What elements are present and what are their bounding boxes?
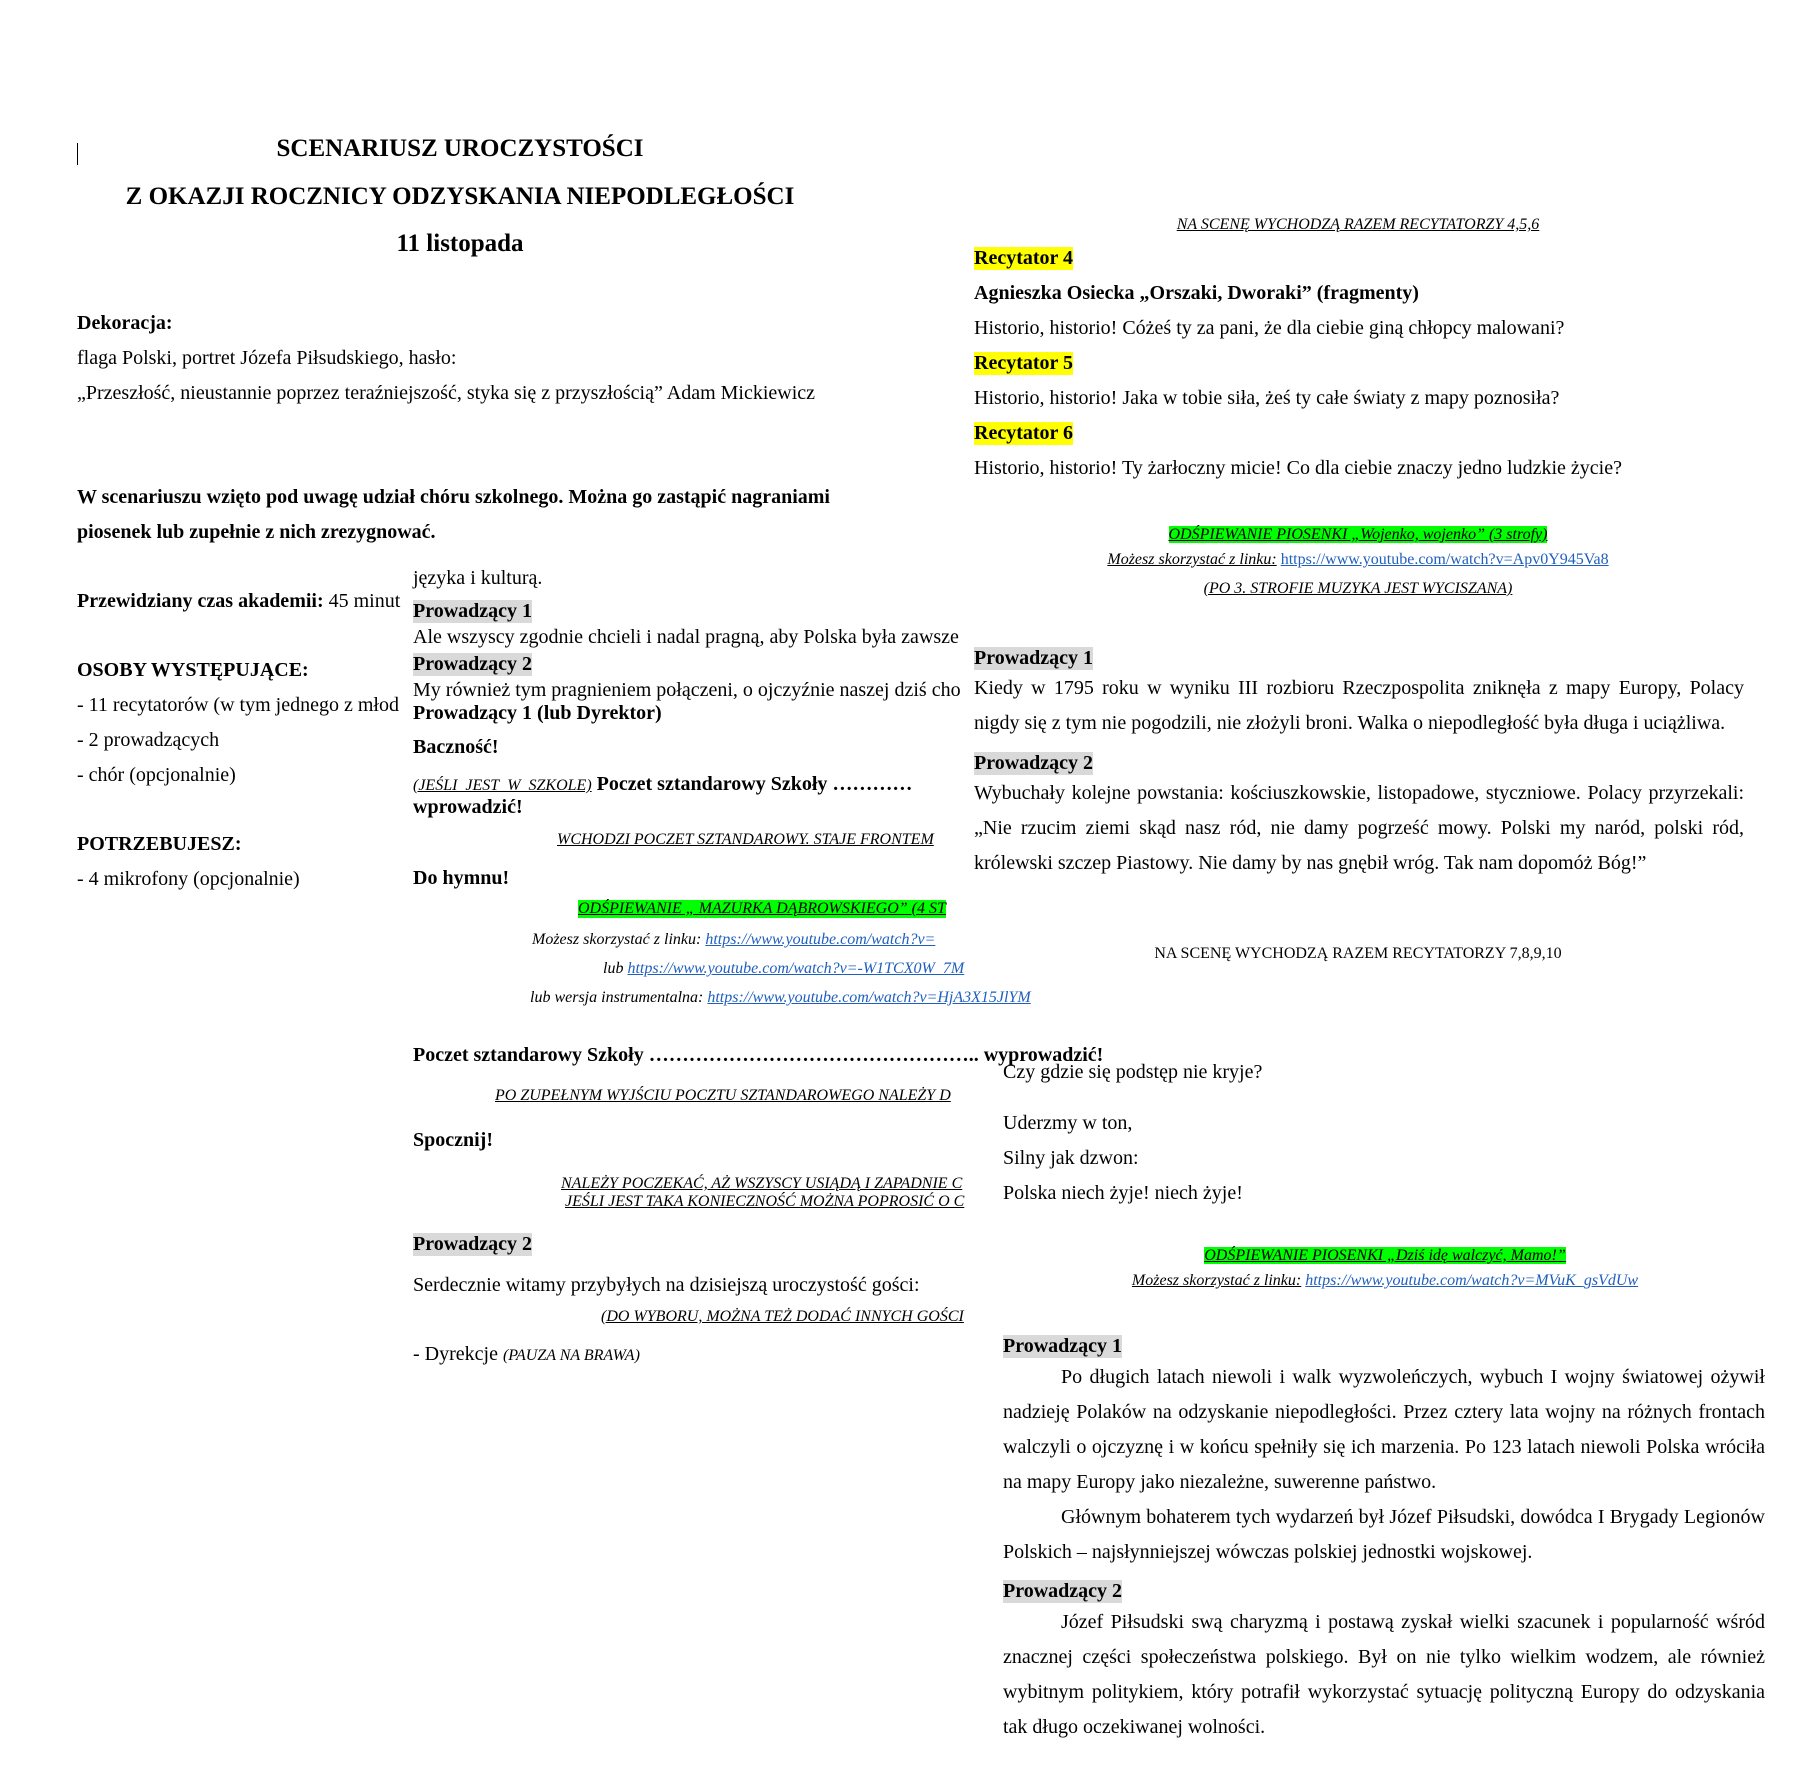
youtube-link[interactable]: https://www.youtube.com/watch?v= xyxy=(705,931,936,948)
choir-note-2: piosenek lub zupełnie z nich zrezygnować. xyxy=(77,521,436,543)
speaker-label: Prowadzący 1 (lub Dyrektor) xyxy=(413,702,662,724)
reciter-label: Recytator 4 xyxy=(974,247,1074,269)
youtube-link[interactable]: https://www.youtube.com/watch?v=-W1TCX0W_7M xyxy=(627,960,965,977)
anthem-command: Do hymnu! xyxy=(413,867,510,889)
link-line xyxy=(995,1272,1775,1290)
speaker-label: Prowadzący 1 xyxy=(1003,1335,1123,1357)
banner-in-text-2: wprowadzić! xyxy=(413,796,523,818)
song-heading: ODŚPIEWANIE PIOSENKI „Wojenko, wojenko” (3 strofy) xyxy=(1168,526,1548,543)
stage-direction-cut: NA SCENĘ WYCHODZĄ RAZEM RECYTATORZY 7,8,9,10 xyxy=(1154,945,1562,962)
stage-direction: JEŚLI JEST TAKA KONIECZNOŚĆ MOŻNA POPROSIĆ O C xyxy=(565,1193,965,1210)
needs-label: POTRZEBUJESZ: xyxy=(77,833,242,855)
stage-direction: (DO WYBORU, MOŻNA TEŻ DODAĆ INNYCH GOŚCI xyxy=(601,1308,964,1325)
stage-direction: NA SCENĘ WYCHODZĄ RAZEM RECYTATORZY 4,5,6 xyxy=(1176,216,1540,233)
needs-item: - 4 mikrofony (opcjonalnie) xyxy=(77,868,300,890)
persons-item: - chór (opcjonalnie) xyxy=(77,764,236,786)
guest-line xyxy=(413,1343,640,1366)
persons-item: - 11 recytatorów (w tym jednego z młod xyxy=(77,694,399,716)
poem-line: Historio, historio! Jaka w tobie siła, żeś ty całe światy z mapy poznosiła? xyxy=(974,387,1560,409)
poem-line: Silny jak dzwon: xyxy=(1003,1147,1139,1169)
welcome-line: Serdecznie witamy przybyłych na dzisiejszą uroczystość gości: xyxy=(413,1274,920,1296)
link-line xyxy=(968,551,1748,569)
song-heading: ODŚPIEWANIE „ MAZURKA DĄBROWSKIEGO” (4 ST xyxy=(578,900,946,917)
speaker-label: Prowadzący 2 xyxy=(974,752,1094,774)
link-label: lub wersja instrumentalna: xyxy=(530,989,708,1006)
link-label: lub xyxy=(603,960,628,977)
poem-line: Polska niech żyje! niech żyje! xyxy=(1003,1182,1243,1204)
persons-label: OSOBY WYSTĘPUJĄCE: xyxy=(77,659,309,681)
link-line xyxy=(530,989,1031,1007)
stage-direction: PO ZUPEŁNYM WYJŚCIU POCZTU SZTANDAROWEGO NALEŻY D xyxy=(495,1087,951,1104)
right-top-page xyxy=(968,205,1748,962)
stage-direction: NALEŻY POCZEKAĆ, AŻ WSZYSCY USIĄDĄ I ZAPADNIE C xyxy=(561,1175,963,1192)
host-1-paragraph: Głównym bohaterem tych wydarzeń był Józef Piłsudski, dowódca I Brygady Legionów Polskich – najsłynniejszej wówczas polskiej jednostki wojskowej. xyxy=(1003,1506,1765,1563)
poem-line-cut: Czy gdzie się podstęp nie kryje? xyxy=(1003,1061,1263,1083)
title-line-1: SCENARIUSZ UROCZYSTOŚCI xyxy=(276,135,644,162)
youtube-link[interactable]: https://www.youtube.com/watch?v=Apv0Y945Va8 xyxy=(1280,551,1609,568)
attention-command: Baczność! xyxy=(413,736,499,758)
link-label: Możesz skorzystać z linku: xyxy=(1107,551,1277,568)
persons-item: - 2 prowadzących xyxy=(77,729,220,751)
host-1-paragraph: Po długich latach niewoli i walk wyzwoleńczych, wybuch I wojny światowej ożywił nadzieję Polaków na odzyskanie niepodległości. Przez cztery lata wojny na różnych frontach walczyli o ojczyznę i w końcu spełniły się ich marzenia. Po 123 latach niewoli Polska wróciła na mapy Europy jako niezależne, suwerenne państwo. xyxy=(1003,1366,1765,1493)
choir-note-1: W scenariuszu wzięto pod uwagę udział chóru szkolnego. Można go zastąpić nagraniami xyxy=(77,486,830,508)
host-2-line: My również tym pragnieniem połączeni, o ojczyźnie naszej dziś cho xyxy=(413,679,961,701)
banner-out-line: Poczet sztandarowy Szkoły ………………………………………….. wyprowadzić! xyxy=(413,1044,1104,1066)
host-1-paragraph: Kiedy w 1795 roku w wyniku III rozbioru Rzeczpospolita zniknęła z mapy Europy, Polacy nigdy się z tym nie pogodzili, nie złożyli broni. Walka o niepodległość była długa i uciążliwa. xyxy=(974,677,1744,734)
host-1-line: Ale wszyscy zgodnie chcieli i nadal pragną, aby Polska była zawsze xyxy=(413,626,959,648)
stage-direction: WCHODZI POCZET SZTANDAROWY. STAJE FRONTEM xyxy=(557,831,934,848)
link-label: Możesz skorzystać z linku: xyxy=(532,931,706,948)
banner-in-text: Poczet sztandarowy Szkoły ………… xyxy=(591,773,913,795)
link-line xyxy=(603,960,964,978)
stage-direction: (JEŚLI_JEST_W_SZKOLE) xyxy=(413,777,592,794)
poem-line: Historio, historio! Ty żarłoczny micie! Co dla ciebie znaczy jedno ludzkie życie? xyxy=(974,457,1622,479)
link-label: Możesz skorzystać z linku: xyxy=(1131,1272,1302,1289)
time-value: 45 minut xyxy=(323,590,401,612)
right-bottom-page xyxy=(995,1061,1785,1766)
guest-item: - Dyrekcje xyxy=(413,1343,503,1365)
youtube-link[interactable]: https://www.youtube.com/watch?v=MVuK_gsVdUw xyxy=(1305,1272,1639,1289)
reciter-label: Recytator 6 xyxy=(974,422,1074,444)
time-line xyxy=(77,590,400,613)
decor-label: Dekoracja: xyxy=(77,312,173,334)
at-ease-command: Spocznij! xyxy=(413,1129,493,1151)
poem-title: Agnieszka Osiecka „Orszaki, Dworaki” (fragmenty) xyxy=(974,282,1419,304)
youtube-link[interactable]: https://www.youtube.com/watch?v=HjA3X15JlYM xyxy=(707,989,1031,1006)
decor-line-2: „Przeszłość, nieustannie poprzez teraźniejszość, styka się z przyszłością” Adam Mickiewicz xyxy=(77,382,816,404)
speaker-label: Prowadzący 2 xyxy=(413,653,533,675)
poem-line: Uderzmy w ton, xyxy=(1003,1112,1133,1134)
decor-line-1: flaga Polski, portret Józefa Piłsudskiego, hasło: xyxy=(77,347,457,369)
link-line xyxy=(532,931,935,949)
speaker-label: Prowadzący 1 xyxy=(974,647,1094,669)
stage-direction: (PAUZA NA BRAWA) xyxy=(502,1347,640,1364)
banner-in-line xyxy=(413,773,912,796)
stage-direction: (PO 3. STROFIE MUZYKA JEST WYCISZANA) xyxy=(1203,580,1513,597)
speaker-label: Prowadzący 2 xyxy=(1003,1580,1123,1602)
reciter-label: Recytator 5 xyxy=(974,352,1074,374)
title-line-2: Z OKAZJI ROCZNICY ODZYSKANIA NIEPODLEGŁOŚCI xyxy=(125,183,795,210)
host-2-paragraph: Józef Piłsudski swą charyzmą i postawą zyskał wielki szacunek i popularność wśród znacznej części społeczeństwa polskiego. Był on nie tylko wielkim wodzem, ale również wybitnym politykiem, który potrafił wykorzystać sytuację polityczną Europy do odzyskania tak długo oczekiwanej wolności. xyxy=(1003,1611,1765,1738)
speaker-label: Prowadzący 2 xyxy=(413,1233,533,1255)
time-label: Przewidziany czas akademii: xyxy=(77,590,324,612)
host-2-paragraph: Wybuchały kolejne powstania: kościuszkowskie, listopadowe, styczniowe. Polacy przyrzekali: „Nie rzucim ziemi skąd nasz ród, nie damy pogrześć mowy. Polski my naród, polski ród, królewski szczep Piastowy. Nie damy by nas gnębił wróg. Tak nam dopomóż Bóg!” xyxy=(974,782,1744,874)
speaker-label: Prowadzący 1 xyxy=(413,600,533,622)
poem-line: Historio, historio! Cóżeś ty za pani, że dla ciebie giną chłopcy malowani? xyxy=(974,317,1565,339)
cut-top-text: języka i kulturą. xyxy=(413,567,543,589)
title-line-3: 11 listopada xyxy=(396,230,524,257)
song-heading: ODŚPIEWANIE PIOSENKI „Dziś idę walczyć, Mamo!” xyxy=(1204,1247,1566,1264)
